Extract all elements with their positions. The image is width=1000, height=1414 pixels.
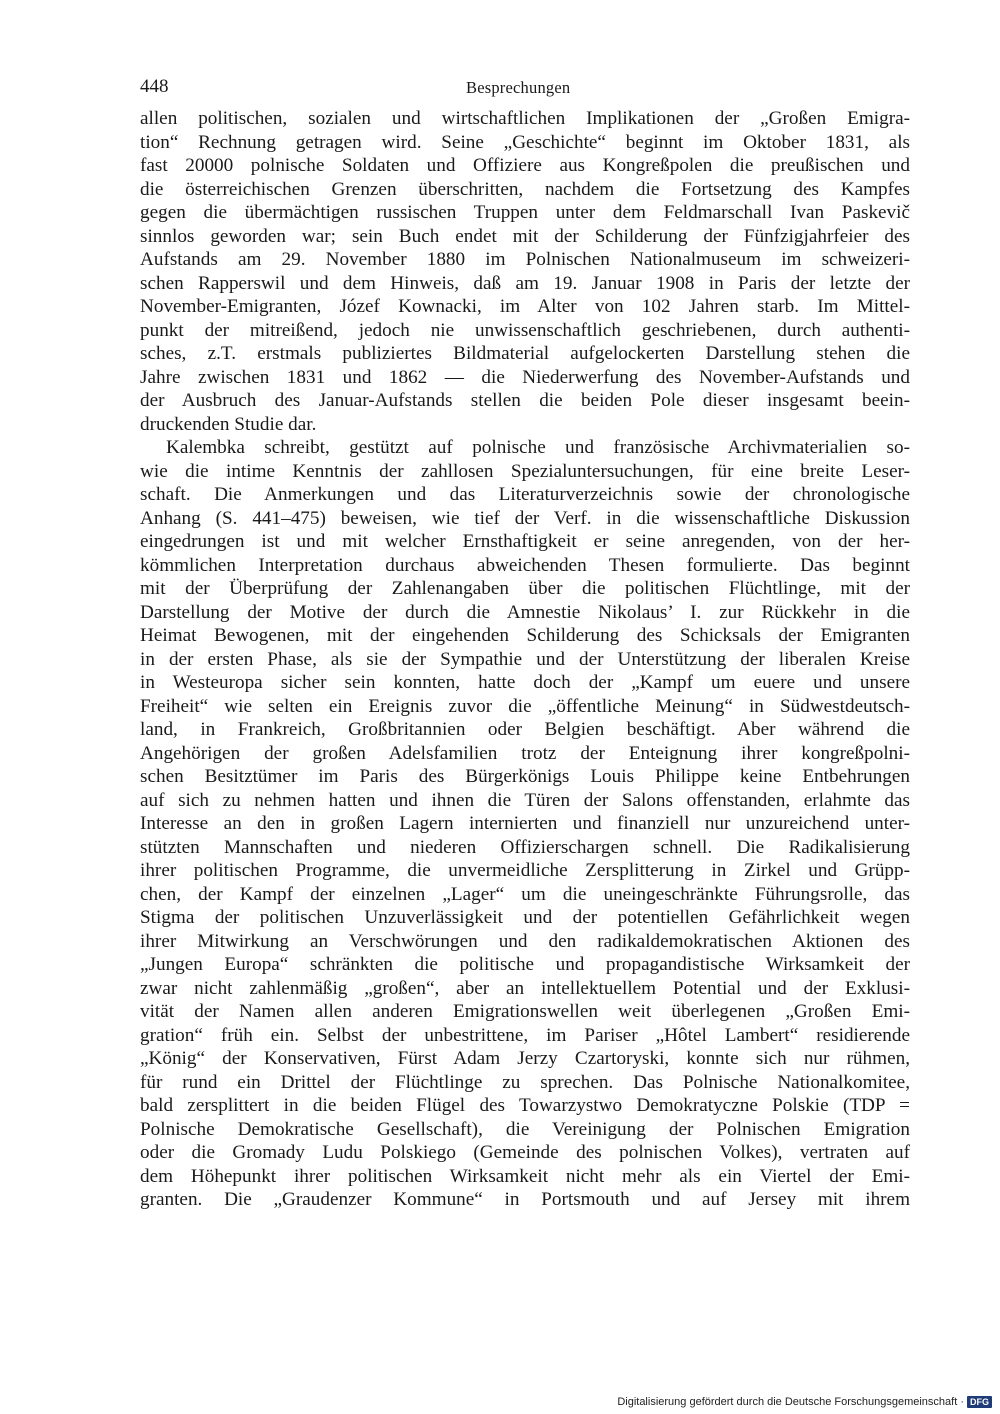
text-line: dem Höhepunkt ihrer politischen Wirksamkeit nicht mehr als ein Viertel der Emi- — [140, 1165, 910, 1187]
text-line: eingedrungen ist und mit welcher Ernsthaftigkeit er seine anregenden, von der her- — [140, 531, 910, 552]
text-line: druckenden Studie dar. — [140, 413, 317, 435]
text-line: schaft. Die Anmerkungen und das Literaturverzeichnis sowie der chronologische — [140, 484, 910, 505]
text-line: bald zersplittert in die beiden Flügel des Towarzystwo Demokratyczne Polskie (TDP = — [140, 1095, 910, 1116]
text-line: Freiheit“ wie selten ein Ereignis zuvor die „öffentliche Meinung“ in Südwestdeutsch- — [140, 695, 910, 717]
text-line: gration“ früh ein. Selbst der unbestrittene, im Pariser „Hôtel Lambert“ residierende — [140, 1024, 910, 1046]
text-line: zwar nicht zahlenmäßig „großen“, aber an intellektuellem Potential und der Exklusi- — [140, 977, 910, 999]
text-line: „Jungen Europa“ schränkten die politische und propagandistische Wirksamkeit der — [140, 954, 910, 975]
digitization-note: Digitalisierung gefördert durch die Deutsche Forschungsgemeinschaft · — [617, 1396, 964, 1408]
paragraph-first-line: Kalembka schreibt, gestützt auf polnische und französische Archivmaterialien so- — [166, 437, 910, 458]
text-line: Interesse an den in großen Lagern internierten und finanziell nur unzureichend unter- — [140, 813, 910, 834]
running-header: Besprechungen — [466, 78, 571, 97]
page-number: 448 — [140, 76, 169, 97]
text-line — [140, 1212, 910, 1236]
text-line: in Westeuropa sicher sein konnten, hatte doch der „Kampf um euere und unsere — [140, 672, 910, 693]
text-line: Aufstands am 29. November 1880 im Polnischen Nationalmuseum im schweizeri- — [140, 249, 910, 270]
text-line: Polnische Demokratische Gesellschaft), die Vereinigung der Polnischen Emigration — [140, 1118, 910, 1140]
text-line: Anhang (S. 441–475) beweisen, wie tief der Verf. in die wissenschaftliche Diskussion — [140, 507, 910, 529]
text-line: mit der Überprüfung der Zahlenangaben über die politischen Flüchtlinge, mit der — [140, 578, 910, 599]
text-line: Stigma der politischen Unzuverlässigkeit und der potentiellen Gefährlichkeit wegen — [140, 907, 910, 928]
text-line: sinnlos geworden war; sein Buch endet mit der Schilderung der Fünfzigjahrfeier des — [140, 225, 910, 247]
text-line: wie die intime Kenntnis der zahllosen Spezialuntersuchungen, für eine breite Leser- — [140, 460, 910, 482]
text-line: land, in Frankreich, Großbritannien oder Belgien beschäftigt. Aber während die — [140, 719, 910, 740]
text-line: auf sich zu nehmen hatten und ihnen die Türen der Salons offenstanden, erlahmte das — [140, 789, 910, 811]
text-line: tion“ Rechnung getragen wird. Seine „Geschichte“ beginnt im Oktober 1831, als — [140, 131, 910, 153]
text-line: Heimat Bewogenen, mit der eingehenden Schilderung des Schicksals der Emigranten — [140, 625, 910, 646]
text-line: punkt der mitreißend, jedoch nie unwissenschaftlich geschriebenen, durch authenti- — [140, 319, 910, 341]
dfg-logo-icon: DFG — [967, 1396, 992, 1408]
text-line: stützten Mannschaften und niederen Offizierschargen schnell. Die Radikalisierung — [140, 836, 910, 858]
text-line: gegen die übermächtigen russischen Truppen unter dem Feldmarschall Ivan Paskevič — [140, 202, 910, 223]
digitization-footer — [617, 1394, 992, 1410]
text-line: vität der Namen allen anderen Emigrationswellen weit überlegenen „Großen Emi- — [140, 1001, 910, 1022]
text-line: oder die Gromady Ludu Polskiego (Gemeinde des polnischen Volkes), vertraten auf — [140, 1142, 910, 1163]
text-line: die österreichischen Grenzen überschritten, nachdem die Fortsetzung des Kampfes — [140, 178, 910, 200]
body-text — [140, 107, 910, 1235]
text-line: der Ausbruch des Januar-Aufstands stellen die beiden Pole dieser insgesamt beein- — [140, 390, 910, 411]
text-line: kömmlichen Interpretation durchaus abweichenden Thesen formulierte. Das beginnt — [140, 554, 910, 576]
text-line: November-Emigranten, Józef Kownacki, im Alter von 102 Jahren starb. Im Mittel- — [140, 296, 910, 317]
text-line: Angehörigen der großen Adelsfamilien trotz der Enteignung ihrer kongreßpolni- — [140, 742, 910, 764]
text-line: fast 20000 polnische Soldaten und Offiziere aus Kongreßpolen die preußischen und — [140, 155, 910, 176]
text-line: in der ersten Phase, als sie der Sympathie und der Unterstützung der liberalen Kreise — [140, 648, 910, 670]
text-line: schen Besitztümer im Paris des Bürgerkönigs Louis Philippe keine Entbehrungen — [140, 766, 910, 787]
text-line: allen politischen, sozialen und wirtschaftlichen Implikationen der „Großen Emigra- — [140, 108, 910, 129]
text-line: für rund ein Drittel der Flüchtlinge zu sprechen. Das Polnische Nationalkomitee, — [140, 1071, 910, 1093]
text-line: ihrer Mitwirkung an Verschwörungen und den radikaldemokratischen Aktionen des — [140, 930, 910, 952]
text-line: Darstellung der Motive der durch die Amnestie Nikolaus’ I. zur Rückkehr in die — [140, 601, 910, 623]
text-line: granten. Die „Graudenzer Kommune“ in Portsmouth und auf Jersey mit ihrem — [140, 1189, 910, 1210]
text-line: sches, z.T. erstmals publiziertes Bildmaterial aufgelockerten Darstellung stehen die — [140, 343, 910, 364]
text-line: schen Rapperswil und dem Hinweis, daß am 19. Januar 1908 in Paris der letzte der — [140, 272, 910, 294]
text-line: ihrer politischen Programme, die unvermeidliche Zersplitterung in Zirkel und Grüpp- — [140, 860, 910, 881]
text-line: chen, der Kampf der einzelnen „Lager“ um die uneingeschränkte Führungsrolle, das — [140, 883, 910, 905]
text-line: Jahre zwischen 1831 und 1862 — die Niederwerfung des November-Aufstands und — [140, 366, 910, 388]
text-line: „König“ der Konservativen, Fürst Adam Jerzy Czartoryski, konnte sich nur rühmen, — [140, 1048, 910, 1069]
